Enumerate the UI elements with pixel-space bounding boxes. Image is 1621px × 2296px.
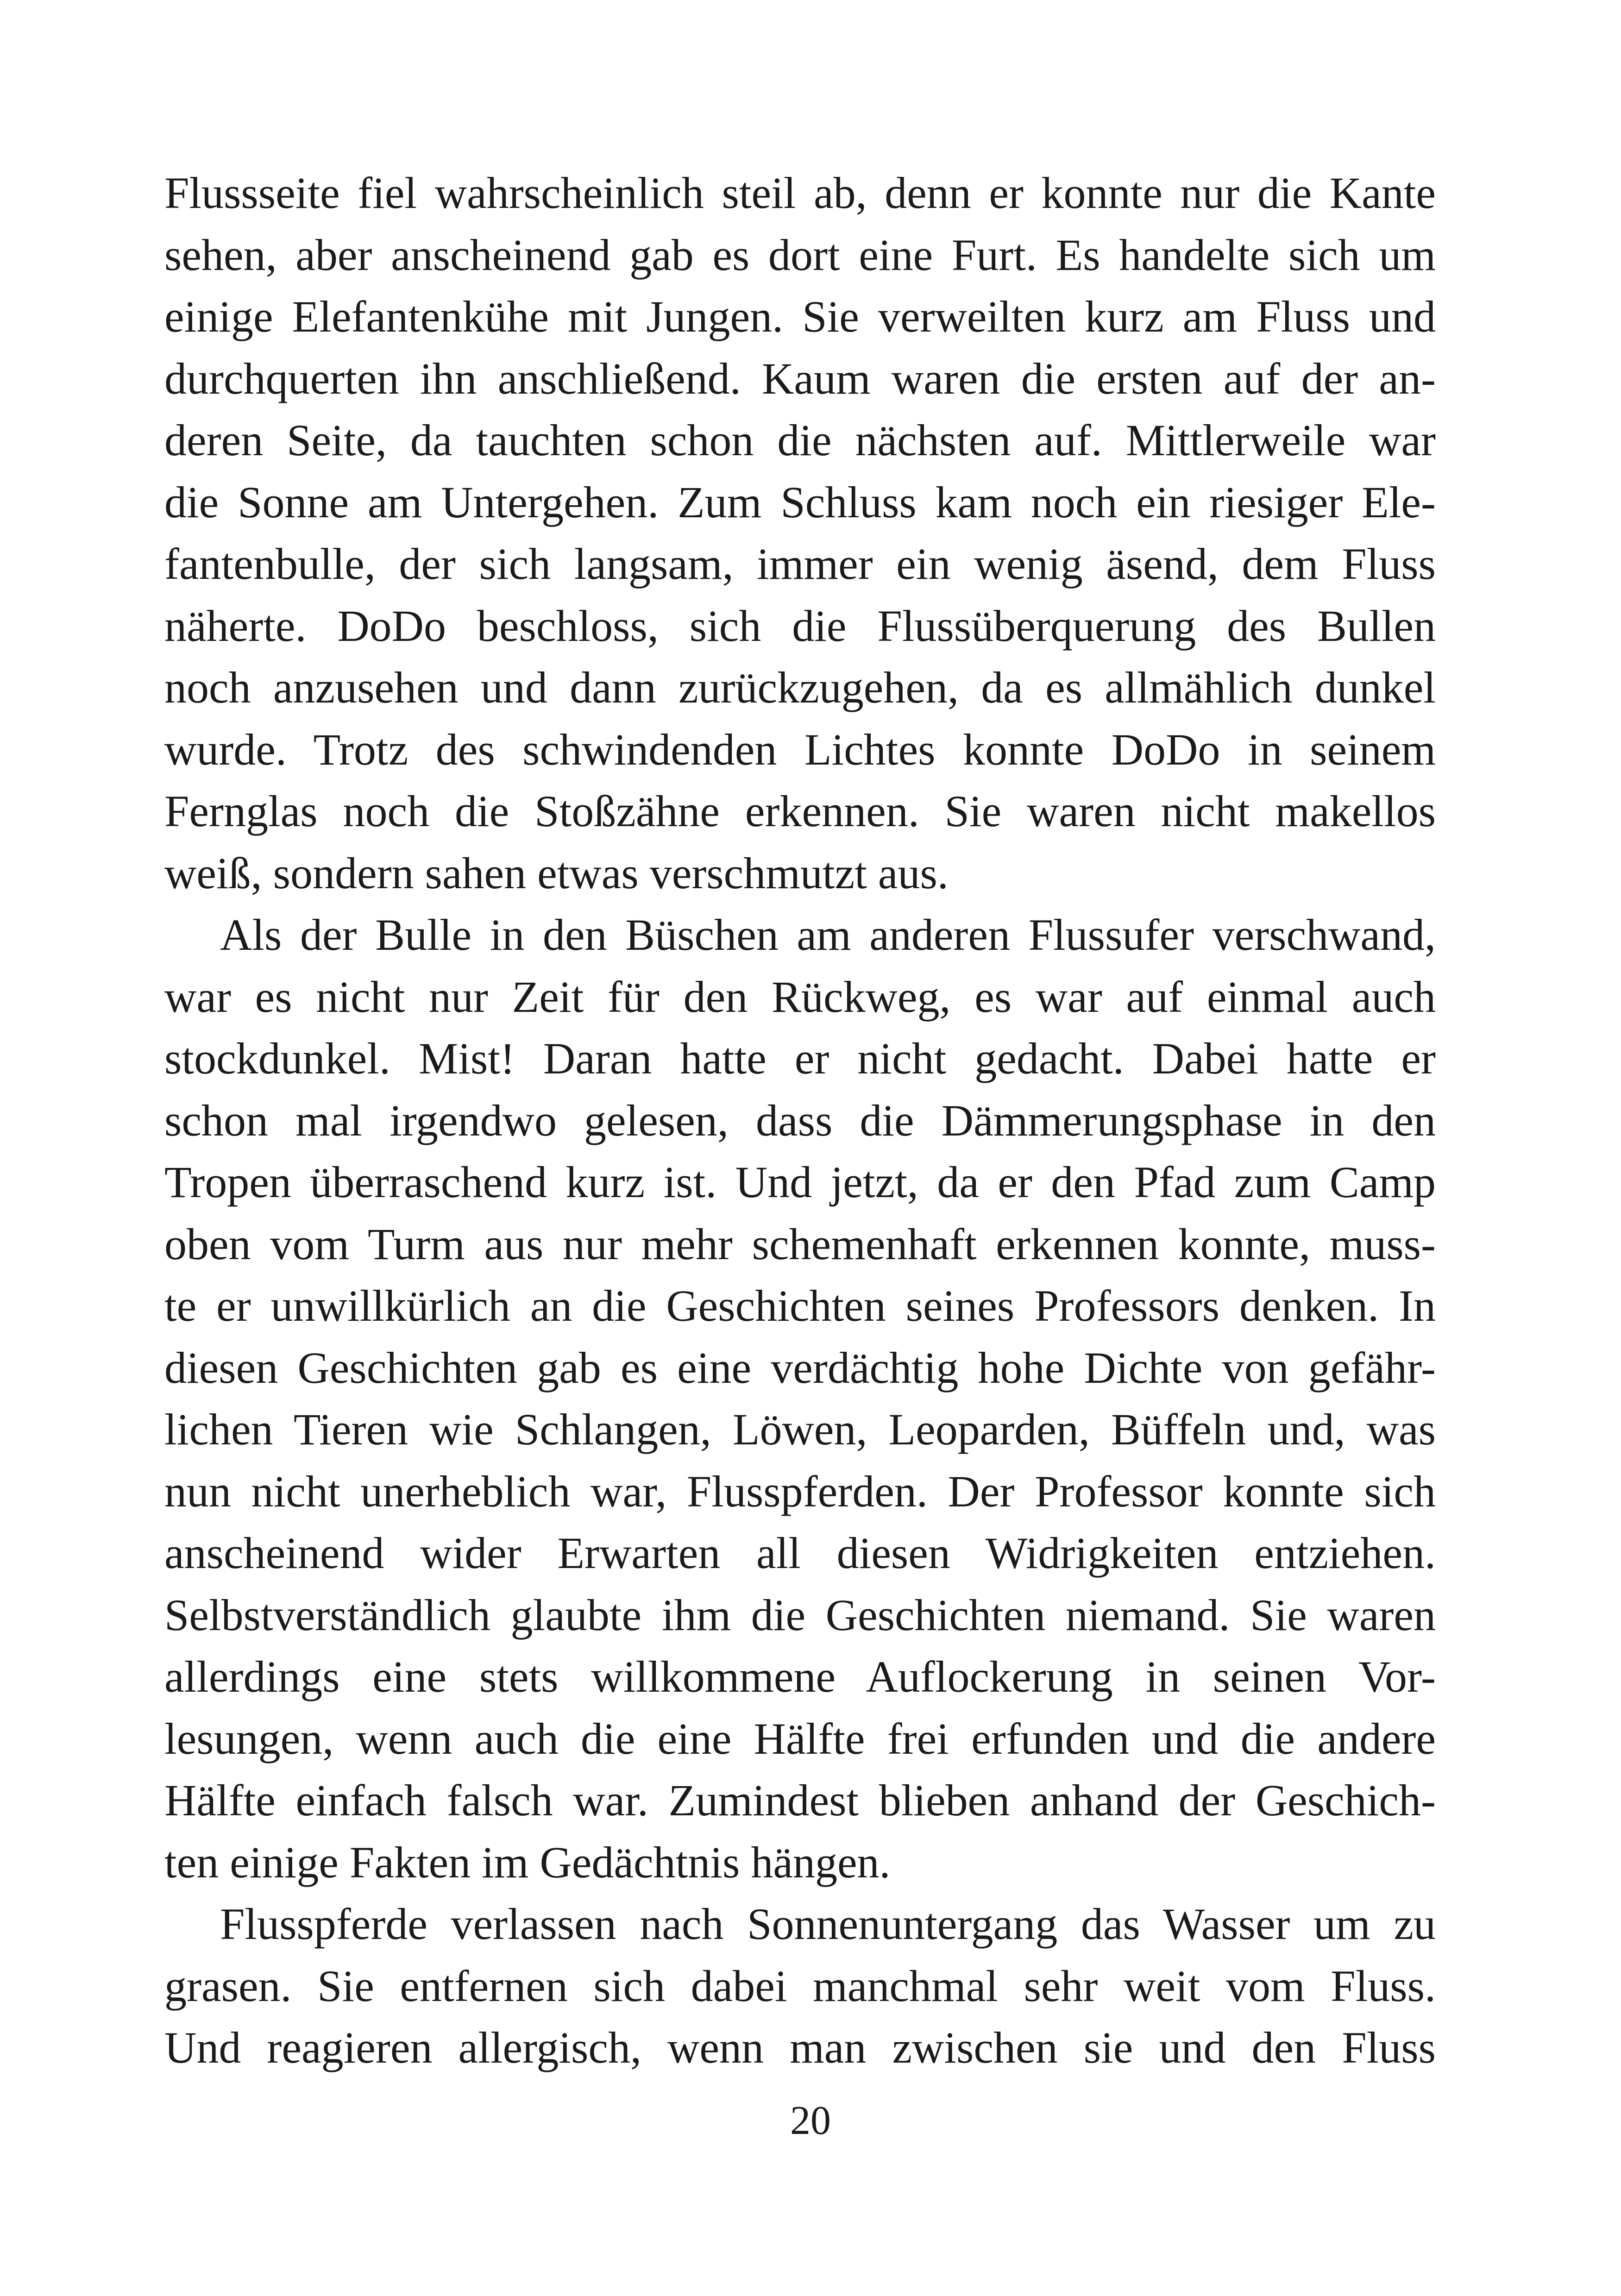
text-line: die Sonne am Untergehen. Zum Schluss kam noch ein riesiger Ele- <box>164 477 1436 527</box>
text-line: ten einige Fakten im Gedächtnis hängen. <box>164 1837 891 1887</box>
text-line: diesen Geschichten gab es eine verdächtig hohe Dichte von gefähr- <box>164 1342 1436 1393</box>
text-line: Selbstverständlich glaubte ihm die Geschichten niemand. Sie waren <box>164 1590 1436 1640</box>
text-line: fantenbulle, der sich langsam, immer ein wenig äsend, dem Fluss <box>164 539 1436 589</box>
text-line: Flusspferde verlassen nach Sonnenuntergang das Wasser um zu <box>220 1899 1436 1949</box>
text-line: einige Elefantenkühe mit Jungen. Sie verweilten kurz am Fluss und <box>164 292 1436 341</box>
text-line: oben vom Turm aus nur mehr schemenhaft erkennen konnte, muss- <box>164 1219 1436 1269</box>
text-line: wurde. Trotz des schwindenden Lichtes konnte DoDo in seinem <box>164 724 1436 774</box>
body-text <box>164 162 1436 2079</box>
text-line: allerdings eine stets willkommene Auflockerung in seinen Vor- <box>164 1652 1436 1701</box>
text-line: te er unwillkürlich an die Geschichten seines Professors denken. In <box>164 1281 1436 1330</box>
text-line: stockdunkel. Mist! Daran hatte er nicht gedacht. Dabei hatte er <box>164 1034 1436 1083</box>
text-line: Flussseite fiel wahrscheinlich steil ab, denn er konnte nur die Kante <box>164 168 1436 218</box>
paragraph <box>164 162 1436 904</box>
text-line: durchquerten ihn anschließend. Kaum waren die ersten auf der an- <box>164 353 1436 403</box>
text-line: Als der Bulle in den Büschen am anderen Flussufer verschwand, <box>220 910 1436 960</box>
page-number: 20 <box>790 2098 831 2143</box>
text-line: war es nicht nur Zeit für den Rückweg, es war auf einmal auch <box>164 972 1436 1022</box>
text-line: sehen, aber anscheinend gab es dort eine Furt. Es handelte sich um <box>164 230 1436 280</box>
text-line: Hälfte einfach falsch war. Zumindest blieben anhand der Geschich- <box>164 1775 1436 1825</box>
text-line: anscheinend wider Erwarten all diesen Widrigkeiten entziehen. <box>164 1528 1436 1578</box>
text-line: lichen Tieren wie Schlangen, Löwen, Leoparden, Büffeln und, was <box>164 1405 1436 1454</box>
text-line: noch anzusehen und dann zurückzugehen, da es allmählich dunkel <box>164 663 1436 712</box>
text-line: schon mal irgendwo gelesen, dass die Dämmerungsphase in den <box>164 1095 1436 1145</box>
paragraph <box>164 904 1436 1893</box>
text-line: lesungen, wenn auch die eine Hälfte frei erfunden und die andere <box>164 1713 1436 1763</box>
text-line: Und reagieren allergisch, wenn man zwischen sie und den Fluss <box>164 2023 1436 2072</box>
paragraph <box>164 1893 1436 2079</box>
text-line: Fernglas noch die Stoßzähne erkennen. Sie waren nicht makellos <box>164 786 1436 836</box>
text-line: nun nicht unerheblich war, Flusspferden. Der Professor konnte sich <box>164 1466 1436 1516</box>
text-line: näherte. DoDo beschloss, sich die Flussüberquerung des Bullen <box>164 601 1436 651</box>
text-line: grasen. Sie entfernen sich dabei manchmal sehr weit vom Fluss. <box>164 1961 1436 2011</box>
text-line: Tropen überraschend kurz ist. Und jetzt, da er den Pfad zum Camp <box>164 1157 1436 1207</box>
text-line: deren Seite, da tauchten schon die nächsten auf. Mittlerweile war <box>164 415 1436 465</box>
text-line: weiß, sondern sahen etwas verschmutzt aus. <box>164 848 949 898</box>
